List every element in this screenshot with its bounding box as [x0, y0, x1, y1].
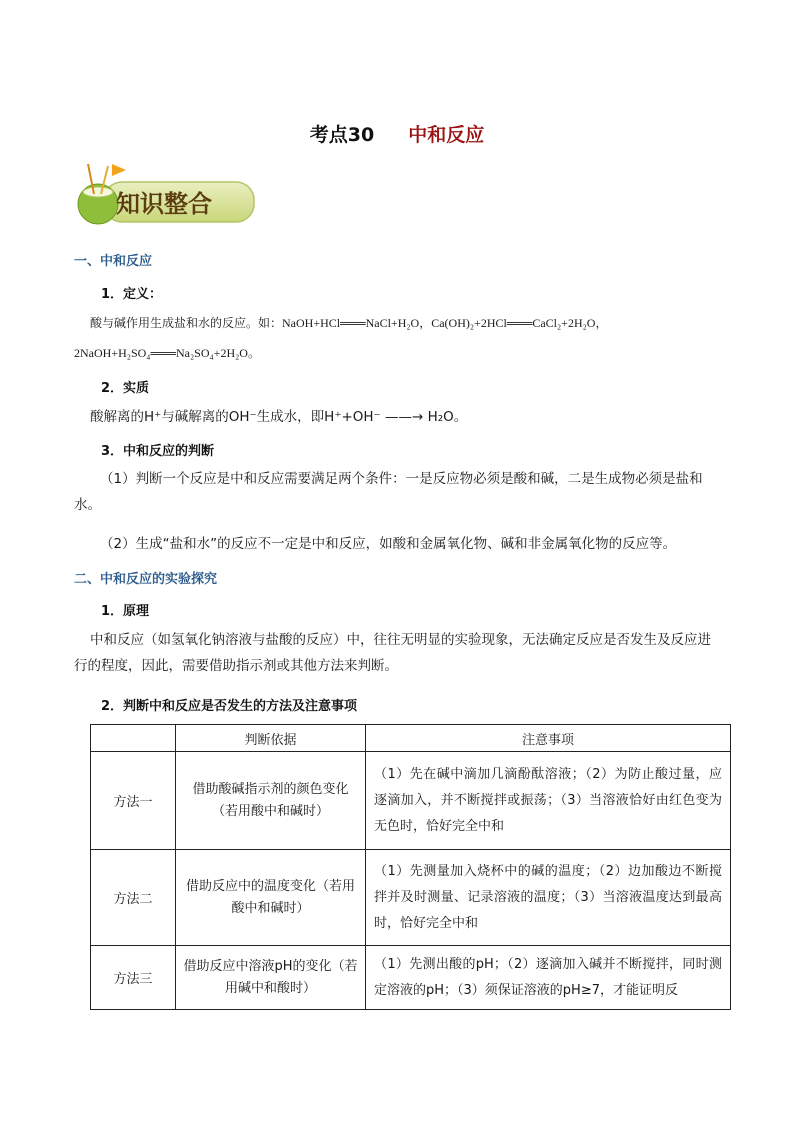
- essence-heading: 2．实质: [101, 381, 150, 396]
- note-cell: （1）先测出酸的pH；（2）逐滴加入碱并不断搅拌，同时测定溶液的pH；（3）须保证溶液的pH≥7，才能证明反: [366, 946, 731, 1010]
- coconut-drink-icon: [74, 160, 258, 230]
- table-row: [91, 752, 731, 850]
- method-cell: 方法一: [91, 752, 176, 850]
- page-title: [0, 120, 794, 147]
- definition-line-1: 酸与碱作用生成盐和水的反应。如：NaOH+HCl═══NaCl+H₂O，Ca(OH)₂+2HCl═══CaCl₂+2H₂O，: [90, 316, 608, 330]
- principle-text: 中和反应（如氢氧化钠溶液与盐酸的反应）中，往往无明显的实验现象，无法确定反应是否发生及反应进行的程度，因此，需要借助指示剂或其他方法来判断。: [74, 632, 711, 674]
- methods-table: [90, 724, 730, 1010]
- basis-cell: 借助酸碱指示剂的颜色变化（若用酸中和碱时）: [176, 752, 366, 850]
- methods-heading: 2．判断中和反应是否发生的方法及注意事项: [101, 699, 358, 714]
- judgement-point-2: （2）生成“盐和水”的反应不一定是中和反应，如酸和金属氧化物、碱和非金属氧化物的反应等。: [100, 536, 677, 552]
- table-row: [91, 850, 731, 946]
- definition-heading: 1．定义：: [101, 287, 163, 302]
- topic-number: 考点30: [309, 124, 375, 146]
- method-cell: 方法三: [91, 946, 176, 1010]
- basis-cell: 借助反应中溶液pH的变化（若用碱中和酸时）: [176, 946, 366, 1010]
- knowledge-banner: [74, 160, 258, 230]
- definition-line-2: 2NaOH+H₂SO₄═══Na₂SO₄+2H₂O。: [74, 346, 260, 360]
- judgement-heading: 3．中和反应的判断: [101, 444, 215, 459]
- header-cell-blank: [91, 725, 176, 752]
- header-cell-basis: 判断依据: [176, 725, 366, 752]
- essence-text: 酸解离的H⁺与碱解离的OH⁻生成水，即H⁺+OH⁻ ——→ H₂O。: [90, 409, 468, 425]
- section-2-heading: 二、中和反应的实验探究: [74, 572, 218, 587]
- header-cell-notes: 注意事项: [366, 725, 731, 752]
- note-cell: （1）先测量加入烧杯中的碱的温度；（2）边加酸边不断搅拌并及时测量、记录溶液的温度；（3）当溶液温度达到最高时，恰好完全中和: [366, 850, 731, 946]
- banner-text: 知识整合: [116, 190, 212, 218]
- definition-text-2: [74, 340, 724, 366]
- table-header-row: [91, 725, 731, 752]
- principle-heading: 1．原理: [101, 604, 150, 619]
- section-1-heading: 一、中和反应: [74, 254, 153, 269]
- basis-cell: 借助反应中的温度变化（若用酸中和碱时）: [176, 850, 366, 946]
- table-row: [91, 946, 731, 1010]
- topic-name: 中和反应: [408, 124, 485, 146]
- note-cell: （1）先在碱中滴加几滴酚酞溶液；（2）为防止酸过量，应逐滴加入，并不断搅拌或振荡；（3）当溶液恰好由红色变为无色时，恰好完全中和: [366, 752, 731, 850]
- judgement-point-1: （1）判断一个反应是中和反应需要满足两个条件：一是反应物必须是酸和碱，二是生成物必须是盐和水。: [74, 471, 703, 513]
- definition-text: [74, 310, 724, 336]
- method-cell: 方法二: [91, 850, 176, 946]
